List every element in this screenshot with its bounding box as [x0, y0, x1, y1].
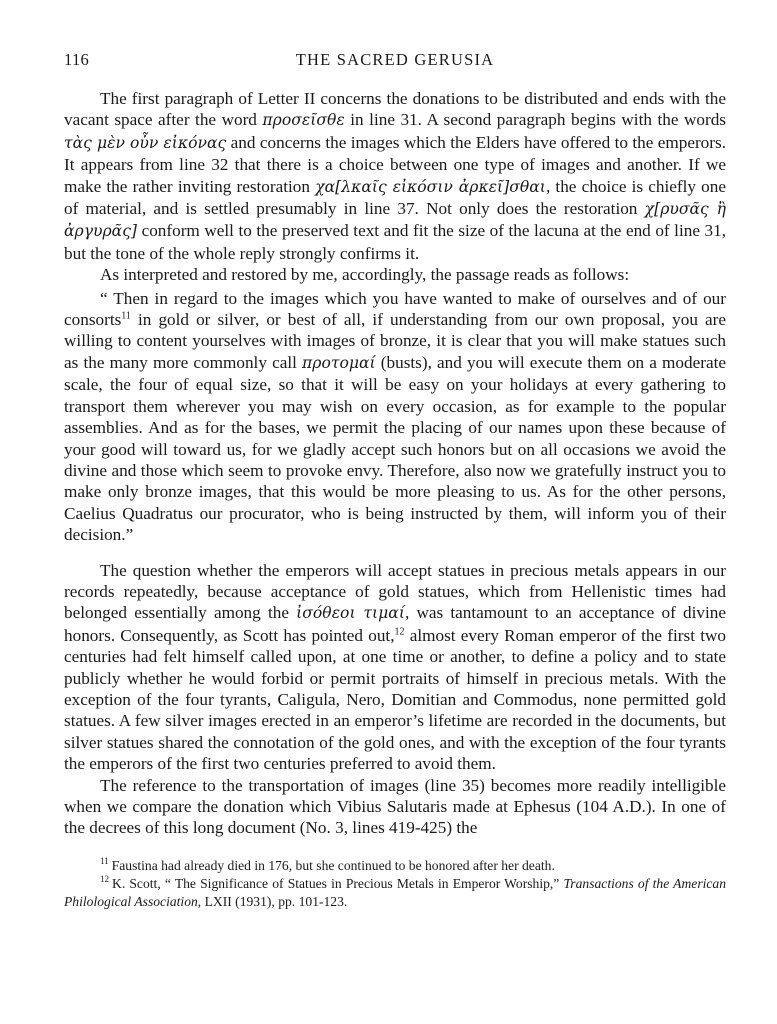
footnote-text: , LXII (1931), pp. 101-123.	[197, 893, 348, 909]
greek-phrase: ἰσόθεοι τιμαί	[296, 604, 405, 623]
greek-restoration: χα[λκαῖς εἰκόσιν ἀρκεῖ]σθαι	[315, 177, 546, 196]
footnote-11	[64, 857, 726, 875]
running-head: THE SACRED GERUSIA	[295, 50, 495, 69]
footnotes	[64, 857, 726, 911]
footnote-number: 11	[100, 856, 109, 867]
paragraph-precious-metals	[64, 560, 726, 775]
footnote-number: 12	[100, 874, 109, 885]
greek-word: προσεῖσθε	[262, 111, 345, 130]
text-run: , the choice is chiefly one of material, and is settled presumably in line 37. Not only does the restoration	[64, 176, 726, 219]
footnote-text: Faustina had already died in 176, but she continued to be honored after her death.	[111, 857, 555, 873]
text-run: The question whether the emperors will accept statues in precious metals appears in our records repeatedly, because acceptance of gold statues, which from Hellenistic times had belonged essentially among the	[64, 560, 726, 623]
text-run: , was tantamount to an acceptance of divine honors. Consequently, as Scott has pointed out,	[64, 603, 726, 645]
text-run: conform well to the preserved text and fit the size of the lacuna at the end of line 31, but the tone of the whole reply strongly confirms it.	[64, 221, 726, 263]
text-run: The first paragraph of Letter II concerns the donations to be distributed and ends with the vacant space after the word	[64, 89, 726, 130]
journal-title: Transactions of the American Philological Association	[64, 875, 727, 909]
footnote-reference: 12	[394, 626, 405, 638]
text-run: “ Then in regard to the images which you have wanted to make of ourselves and of our consorts	[64, 288, 726, 330]
text-run: and concerns the images which the Elders have offered to the emperors. It appears from line 32 that there is a choice between one type of images and another. If we make the rather inviting restoration	[64, 132, 726, 196]
footnote-text: K. Scott, “ The Significance of Statues in Precious Metals in Emperor Worship,”	[112, 875, 564, 891]
quoted-letter-translation	[64, 288, 726, 546]
page-header	[64, 50, 726, 78]
text-run: in line 31. A second paragraph begins with the words	[344, 110, 726, 130]
body-text	[64, 88, 726, 839]
paragraph-interpretation: As interpreted and restored by me, accordingly, the passage reads as follows:	[100, 265, 630, 285]
text-run: (busts), and you will execute them on a moderate scale, the four of equal size, so that it will be easy on your holidays at every gathering to transport them wherever you may wish on every occasion, as for example to the popular assemblies. And as for the bases, we permit the placing of our names upon these because of your good will toward us, for we gladly accept such honors but on all occasions we avoid the divine and those which seem to provoke envy. Therefore, also now we gratefully instruct you to make only bronze images, that this would be more pleasing to us. As for the other persons, Caelius Quadratus our procurator, who is being instructed by them, will inform you of their decision.”	[64, 352, 726, 545]
text-run: in gold or silver, or best of all, if understanding from our own proposal, you are willing to content yourselves with images of bronze, it is clear that you will make statues such as the many more commonly call	[64, 310, 726, 372]
greek-word: προτομαί	[302, 353, 376, 372]
paragraph-letter-ii	[64, 88, 726, 264]
greek-phrase: τὰς μὲν οὖν εἰκόνας	[64, 133, 227, 152]
paragraph-transportation: The reference to the transportation of images (line 35) becomes more readily intelligible when we compare the donation which Vibius Salutaris made at Ephesus (104 A.D.). In one of the decrees of this long document (No. 3, lines 419-425) the	[64, 775, 726, 838]
greek-restoration: χ[ρυσᾶς ἢ ἀργυρᾶς]	[64, 200, 726, 241]
footnote-reference: 11	[121, 310, 131, 322]
text-run: almost every Roman emperor of the first two centuries had felt himself called upon, at one time or another, to define a policy and to state publicly whether he would forbid or permit portraits of himself in precious metals. With the exception of the four tyrants, Caligula, Nero, Domitian and Commodus, none permitted gold statues. A few silver images erected in an emperor’s lifetime are recorded in the documents, but silver statues shared the connotation of the gold ones, and with the exception of the four tyrants the emperors of the first two centuries preferred to avoid them.	[64, 625, 726, 774]
page-number: 116	[64, 50, 90, 69]
footnote-12	[64, 875, 726, 911]
book-page	[64, 50, 726, 911]
